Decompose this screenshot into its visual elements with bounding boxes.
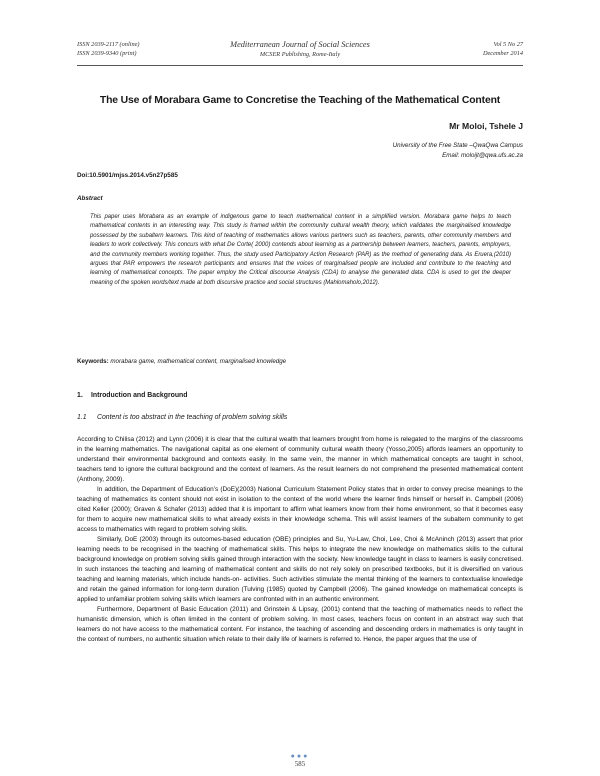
journal-block: [77, 40, 523, 59]
section-title: Introduction and Background: [91, 392, 188, 399]
volume-block: [483, 40, 523, 58]
header-divider: [77, 65, 523, 66]
subsection-number: 1.1: [77, 414, 87, 421]
keywords: [77, 358, 523, 365]
paragraph: According to Chilisa (2012) and Lynn (2006) it is clear that the cultural wealth that learners brought from home is relegated to the margins of the classrooms in the learning mathematics. The navigational capital as one element of community cultural wealth theory (Yosso,2005) affords learners an opportunity to understand their environmental background and contexts easily. In the same vein, the manner in which mathematical concepts are taught in school, teachers tend to ignore the cultural background and the context of learners. As the result learners do not comprehend the presented mathematical content (Anthony, 2009).: [77, 436, 523, 483]
issn-online: ISSN 2039-2117 (online): [77, 41, 140, 48]
page-number: 585: [294, 761, 306, 768]
paragraph: In addition, the Department of Education’s (DoE)(2003) National Curriculum Statement Policy states that in order to convey precise meanings to the teaching of mathematics its content should not exist in isolation to the context of the world where the learner finds himself or herself in. Campbell (2006) cited Keller (2000); Graven & Schafer (2013) added that it is important to affirm what learners know from their home environment, so that it becomes easy for them to acquire new mathematical skills to what already exists in their knowledge schema. This will assist learners of the subaltern community to get access to mathematics with regard to problem solving skills.: [77, 486, 523, 533]
abstract-text: This paper uses Morabara as an example of indigenous game to teach mathematical content in a simplified version. Morabara game helps to teach mathematical contents in an interesting way. This study is framed within the community cultural wealth theory, which validates the marginalised knowledge possessed by the subaltern learners. This kind of teaching of mathematics allows various partners such as teachers, parents, other community members and leaders to work collectively. This concurs with what De Corte( 2000) contends about learning as a partnership between learners, teachers, parents, employers, and the community members working together. Thus, the study used Participatory Action Research (PAR) as the method of generating data. As Eruera,(2010) argues that PAR empowers the research participants and ensures that the voices of marginalised people are included and contribute to the teaching and learning of mathematical concepts. The paper employ the Critical discourse Analysis (CDA) to analyse the generated data. CDA is used to get the deeper meaning of the spoken words/text made at both discursive practice and social structures (Mahlomaholo,2012).: [90, 214, 511, 286]
issue-date: December 2014: [482, 50, 523, 57]
volume: Vol 5 No 27: [493, 41, 523, 48]
authors: Mr Moloi, Tshele J: [449, 121, 523, 131]
section-number: 1.: [77, 392, 83, 399]
running-header: [77, 40, 523, 64]
publisher: MCSER Publishing, Rome-Italy: [259, 51, 341, 58]
section-heading: [77, 392, 187, 399]
paragraph: Similarly, DoE (2003) through its outcomes-based education (OBE) principles and Su, Yu-Law, Choi, Lee, Choi & McAninch (2013) assert that prior learning needs to be recognised in the teaching of mathematical skills. This helps to integrate the new knowledge on mathematics skills to the cultural background knowledge on problem solving skills gained through interaction with the society. New knowledge taught in class to learners is easily concretised. In such instances the teaching and learning of mathematical content and skills do not rely solely on prescribed textbooks, but it is diversified on various teaching and learning materials, which include hands-on- activities. Such activities stimulate the mental thinking of the learners to contextualise knowledge and retain the gained information for long-term duration (Tulving (1985) quoted by Campbell (2006). The gained knowledge on mathematical concepts is applied to unfamiliar problem solving skills which learners are confronted with in an authentic environment.: [77, 536, 523, 603]
paper-title: The Use of Morabara Game to Concretise the Teaching of the Mathematical Content: [99, 95, 501, 106]
subsection-title: Content is too abstract in the teaching of problem solving skills: [97, 414, 288, 421]
footer-dots: ●●●: [290, 753, 310, 760]
paragraph: Furthermore, Department of Basic Education (2011) and Grinstein & Lipsay, (2001) contend that the teaching of mathematics needs to reflect the humanistic dimension, which is often limited in the content of problem solving. In most cases, teachers focus on content in an abstract way such that learners do not have access to the mathematical content. For instance, the teaching of ascending and descending orders in mathematics is only taught in the context of numbers, no authentic situation which relate to their daily life of learners is referred to. Hence, the paper argues that the use of: [77, 606, 523, 643]
subsection-heading: [77, 414, 287, 421]
keywords-text: morabara game, mathematical content, marginalised knowledge: [110, 358, 287, 365]
affiliation-email: Email: moloijt@qwa.ufs.ac.za: [442, 151, 523, 159]
affiliation: [393, 141, 523, 160]
affiliation-university: University of the Free State –QwaQwa Campus: [392, 142, 523, 149]
abstract-heading: Abstract: [77, 195, 103, 202]
journal-name: Mediterranean Journal of Social Sciences: [230, 40, 370, 49]
issn-print: ISSN 2039-9340 (print): [77, 50, 137, 57]
keywords-label: Keywords:: [77, 358, 109, 365]
doi: Doi:10.5901/mjss.2014.v5n27p585: [77, 172, 178, 179]
body-text: [77, 435, 523, 645]
page-footer: [0, 753, 600, 768]
